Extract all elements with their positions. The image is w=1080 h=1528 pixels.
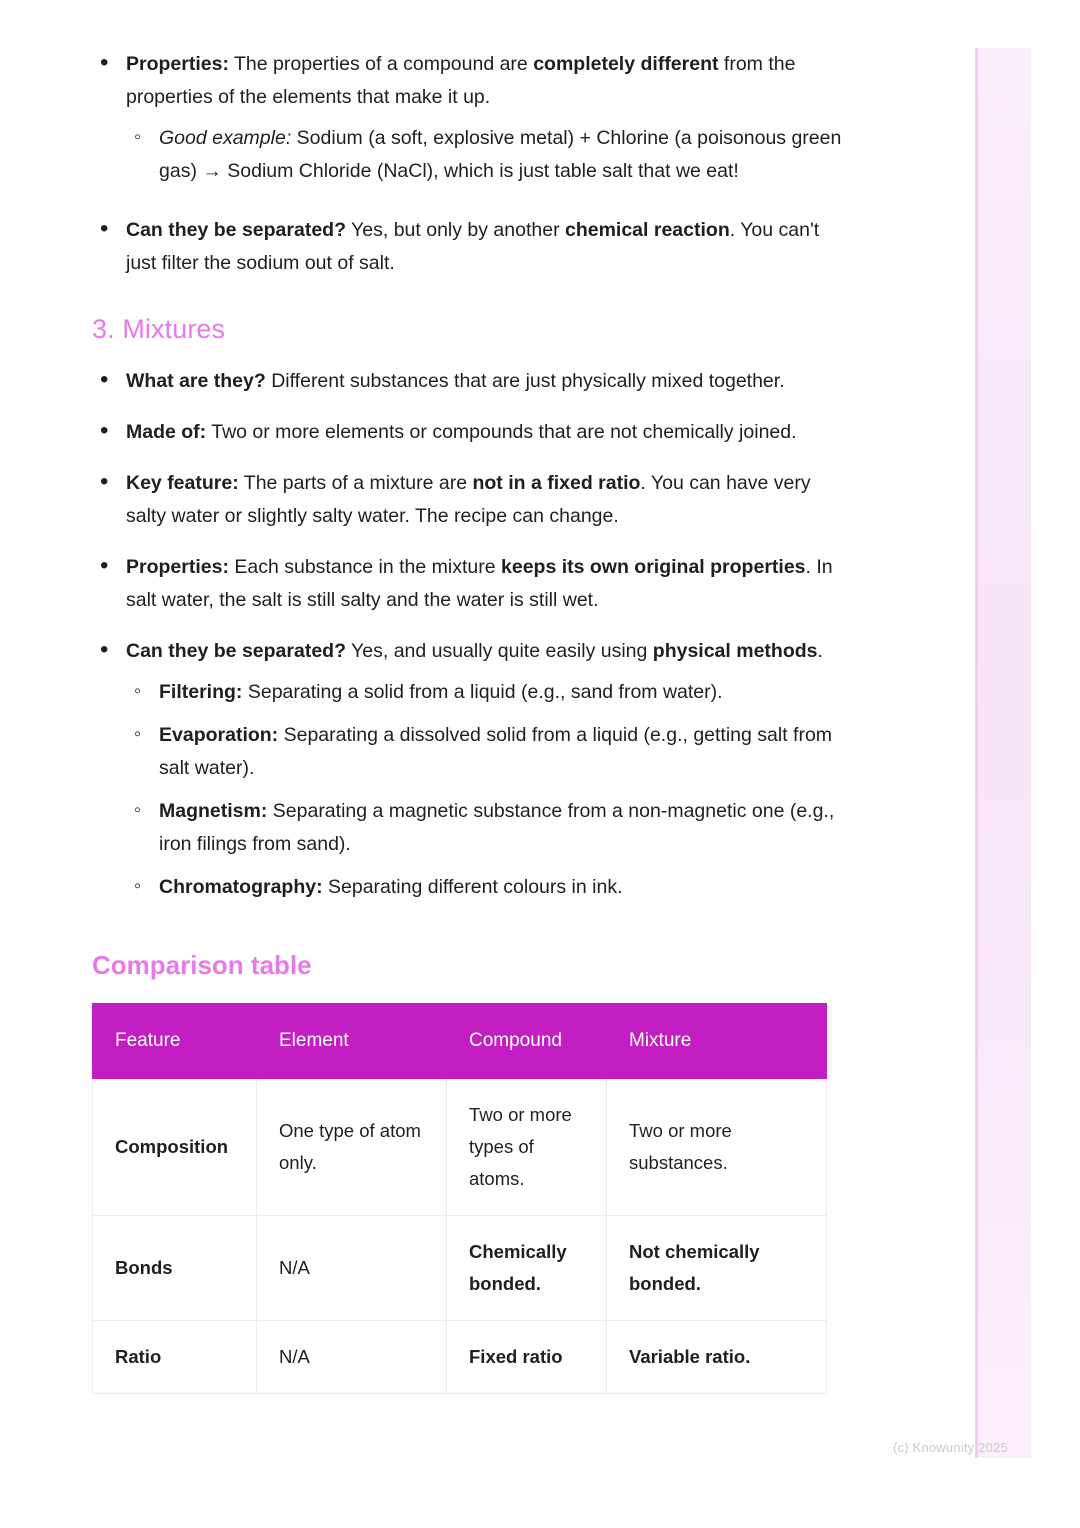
section-heading-mixtures: 3. Mixtures	[92, 314, 226, 344]
sub-lead: Evaporation:	[159, 724, 279, 746]
table-row	[93, 1079, 827, 1216]
list-item	[92, 467, 852, 533]
compound-sub-list	[126, 122, 852, 188]
table-header	[93, 1004, 827, 1079]
bullet-text-2: from the properties of the elements that make it up.	[126, 53, 796, 108]
cell-mixture: Two or more substances.	[607, 1079, 827, 1216]
cell-feature: Bonds	[93, 1216, 257, 1321]
bullet-strong: completely different	[533, 53, 719, 75]
cell-element: N/A	[257, 1216, 447, 1321]
sub-lead: Chromatography:	[159, 876, 323, 898]
bullet-text-2: . You can have very salty water or slightly salty water. The recipe can change.	[126, 472, 811, 527]
decorative-side-strip-edge	[975, 48, 978, 1458]
separation-methods-list	[126, 676, 852, 904]
bullet-lead: Key feature:	[126, 472, 239, 494]
cell-feature: Ratio	[93, 1321, 257, 1394]
mixtures-bullet-list	[92, 365, 852, 904]
cell-compound: Chemically bonded.	[447, 1216, 607, 1321]
column-header-compound: Compound	[447, 1004, 607, 1079]
table-row	[93, 1216, 827, 1321]
comparison-table-heading: Comparison table	[92, 950, 312, 980]
cell-mixture: Not chemically bonded.	[607, 1216, 827, 1321]
bullet-lead: Can they be separated?	[126, 219, 346, 241]
decorative-side-strip	[975, 48, 1031, 1458]
cell-mixture: Variable ratio.	[607, 1321, 827, 1394]
sub-lead: Filtering:	[159, 681, 243, 703]
bullet-text-2: . In salt water, the salt is still salty and the water is still wet.	[126, 556, 833, 611]
cell-compound: Fixed ratio	[447, 1321, 607, 1394]
column-header-feature: Feature	[93, 1004, 257, 1079]
sub-text: Separating different colours in ink.	[322, 876, 623, 898]
list-item	[92, 635, 852, 904]
sub-italic-lead: Good example:	[159, 127, 292, 149]
list-item	[92, 365, 852, 398]
sub-text: Sodium (a soft, explosive metal) + Chlorine (a poisonous green gas) → Sodium Chloride (NaCl), which is just table salt that we eat!	[159, 127, 842, 182]
bullet-strong: physical methods	[652, 640, 818, 662]
bullet-strong: not in a fixed ratio	[472, 472, 641, 494]
list-item	[126, 676, 852, 709]
list-item	[92, 48, 852, 188]
watermark: (c) Knowunity 2025	[893, 1440, 1008, 1455]
bullet-text: The properties of a compound are	[228, 53, 534, 75]
table-header-row	[93, 1004, 827, 1079]
bullet-lead: Properties:	[126, 53, 229, 75]
list-item	[92, 416, 852, 449]
bullet-text: Different substances that are just physically mixed together.	[265, 370, 785, 392]
bullet-lead: What are they?	[126, 370, 266, 392]
bullet-text: Each substance in the mixture	[228, 556, 502, 578]
bullet-text: Two or more elements or compounds that are not chemically joined.	[206, 421, 797, 443]
list-item	[92, 214, 852, 280]
bullet-text-2: . You can't just filter the sodium out of salt.	[126, 219, 820, 274]
bullet-text: Yes, but only by another	[345, 219, 565, 241]
bullet-strong: chemical reaction	[564, 219, 730, 241]
table-body	[93, 1079, 827, 1394]
list-item	[126, 795, 852, 861]
bullet-text: Yes, and usually quite easily using	[345, 640, 653, 662]
bullet-text-2: .	[817, 640, 823, 662]
sub-text: Separating a dissolved solid from a liquid (e.g., getting salt from salt water).	[159, 724, 833, 779]
document-content	[92, 48, 852, 1394]
cell-feature: Composition	[93, 1079, 257, 1216]
sub-text: Separating a magnetic substance from a non-magnetic one (e.g., iron filings from sand).	[159, 800, 835, 855]
list-item	[92, 551, 852, 617]
table-row	[93, 1321, 827, 1394]
bullet-strong: keeps its own original properties	[501, 556, 806, 578]
compound-bullet-list	[92, 48, 852, 280]
cell-element: One type of atom only.	[257, 1079, 447, 1216]
bullet-lead: Can they be separated?	[126, 640, 346, 662]
cell-element: N/A	[257, 1321, 447, 1394]
list-item	[126, 719, 852, 785]
column-header-element: Element	[257, 1004, 447, 1079]
cell-compound: Two or more types of atoms.	[447, 1079, 607, 1216]
bullet-text: The parts of a mixture are	[238, 472, 473, 494]
sub-text: Separating a solid from a liquid (e.g., sand from water).	[242, 681, 723, 703]
list-item	[126, 122, 852, 188]
column-header-mixture: Mixture	[607, 1004, 827, 1079]
bullet-lead: Made of:	[126, 421, 207, 443]
sub-lead: Magnetism:	[159, 800, 268, 822]
bullet-lead: Properties:	[126, 556, 229, 578]
list-item	[126, 871, 852, 904]
comparison-table	[92, 1003, 827, 1394]
